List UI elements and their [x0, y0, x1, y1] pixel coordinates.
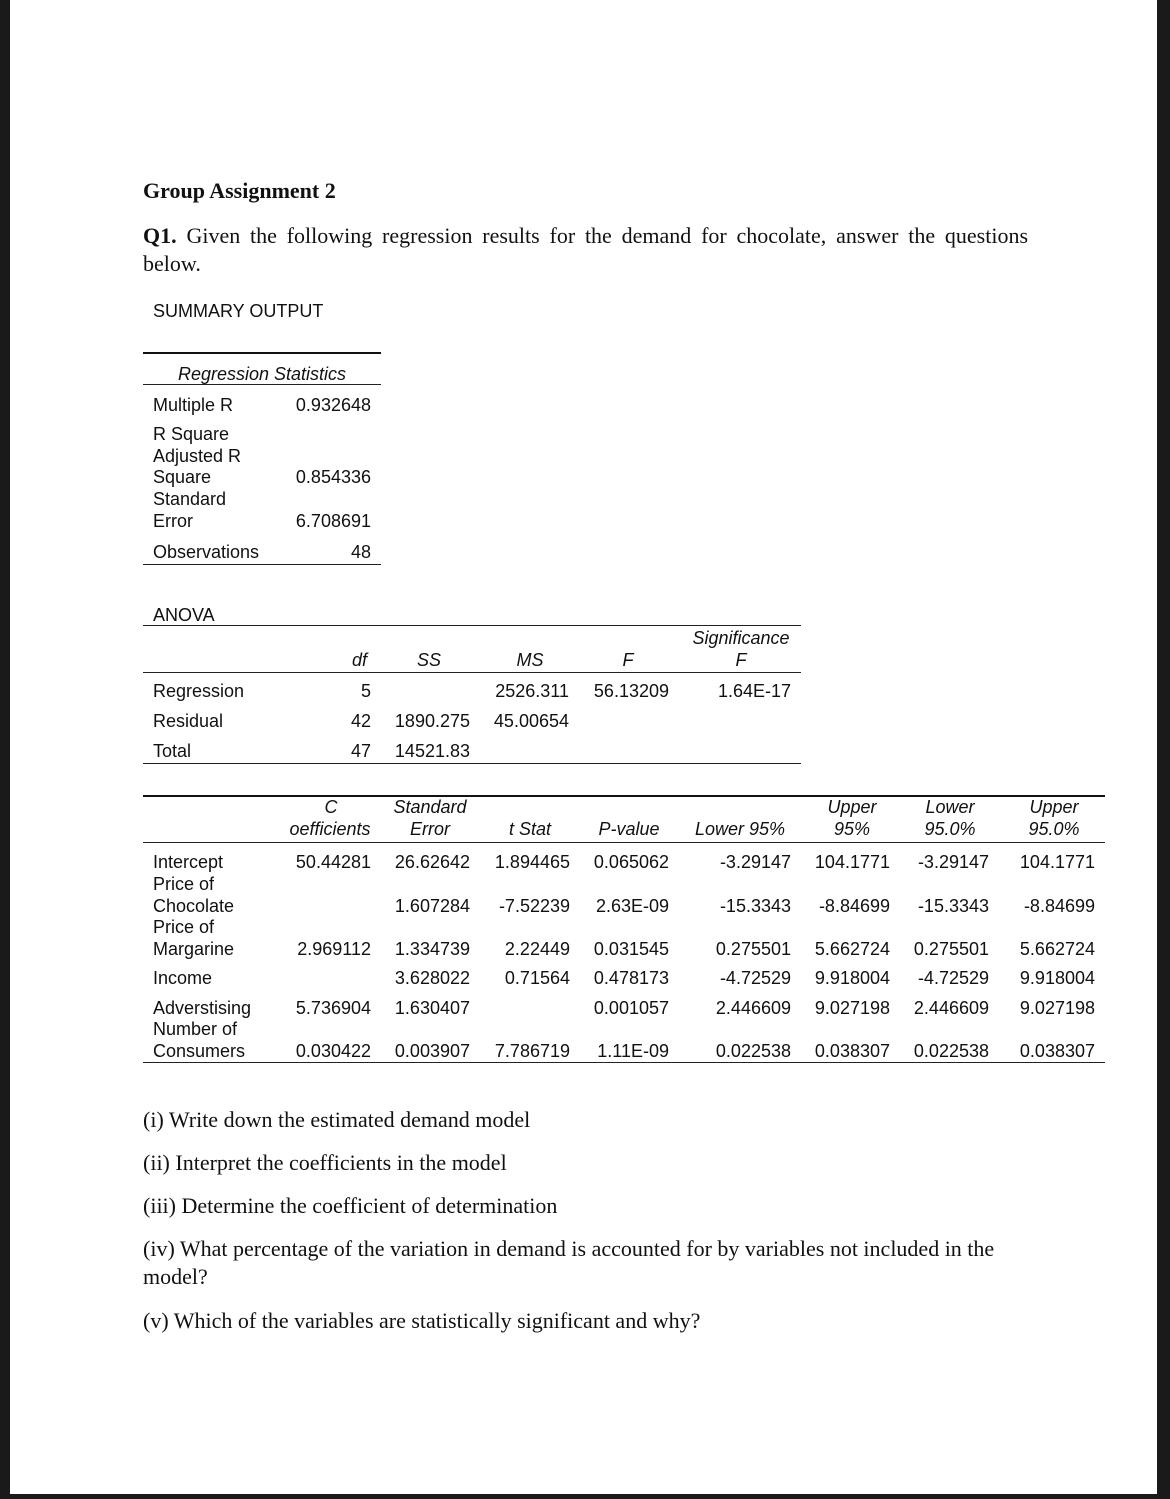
stat-label: Error [153, 511, 193, 531]
coef-cell: 1.11E-09 [597, 1041, 669, 1061]
coef-cell: 1.630407 [394, 998, 470, 1018]
coef-cell: 0.038307 [814, 1041, 890, 1061]
anova-cell: 45.00654 [493, 711, 569, 731]
coef-row-label: Number of [153, 1019, 238, 1039]
coef-cell: 0.022538 [715, 1041, 791, 1061]
anova-cell: 42 [350, 711, 371, 731]
coef-cell: 0.275501 [913, 939, 989, 959]
anova-row-label: Residual [153, 711, 224, 731]
coef-col-header: 95.0% [924, 819, 976, 839]
coef-cell: 7.786719 [494, 1041, 570, 1061]
coef-cell: 0.031545 [593, 939, 669, 959]
coef-cell: 5.662724 [814, 939, 890, 959]
coef-col-header: Lower 95% [694, 819, 786, 839]
coef-col-header: 95.0% [1028, 819, 1080, 839]
coef-cell: 0.001057 [593, 998, 669, 1018]
coef-col-header: C [324, 797, 338, 817]
coef-row-label: Income [153, 968, 213, 988]
anova-cell: 1.64E-17 [717, 681, 791, 701]
coef-cell: 104.1771 [814, 852, 890, 872]
coef-cell: -15.3343 [917, 896, 989, 916]
coef-row-label: Chocolate [153, 896, 235, 916]
stat-label: Square [153, 467, 212, 487]
stat-value: 0.932648 [295, 395, 371, 415]
question-text: Given the following regression results for the demand for chocolate, answer the questions below. [143, 223, 1029, 276]
sub-question: (v) Which of the variables are statistically significant and why? [143, 1308, 701, 1333]
coef-col-header: Upper [827, 797, 877, 817]
anova-cell: 1890.275 [394, 711, 470, 731]
coef-col-header: Lower [925, 797, 975, 817]
coef-cell: -4.72529 [917, 968, 989, 988]
coef-col-header: P-value [598, 819, 660, 839]
table-rule [143, 672, 801, 673]
coef-row-label: Consumers [153, 1041, 246, 1061]
coef-row-label: Margarine [153, 939, 235, 959]
coef-row-label: Price of [153, 917, 215, 937]
coef-row-label: Price of [153, 874, 215, 894]
coef-cell: 50.44281 [295, 852, 371, 872]
coef-cell: 9.918004 [1019, 968, 1095, 988]
coef-cell: 2.63E-09 [595, 896, 669, 916]
coef-cell: 1.334739 [394, 939, 470, 959]
coef-cell: 9.027198 [814, 998, 890, 1018]
sub-question: (ii) Interpret the coefficients in the model [143, 1150, 507, 1175]
table-rule [143, 1062, 1105, 1063]
page-title: Group Assignment 2 [143, 178, 336, 203]
coef-cell: 0.71564 [504, 968, 570, 988]
stat-label: Adjusted R [153, 446, 242, 466]
table-rule [143, 564, 381, 565]
anova-cell: 5 [360, 681, 371, 701]
anova-cell: 14521.83 [394, 741, 470, 761]
anova-row-label: Total [153, 741, 192, 761]
anova-cell: 47 [350, 741, 371, 761]
coef-row-label: Adverstising [153, 998, 252, 1018]
anova-col-header: MS [516, 650, 544, 670]
coef-cell: 1.607284 [394, 896, 470, 916]
coef-cell: 0.038307 [1019, 1041, 1095, 1061]
stat-label: Standard [153, 489, 227, 509]
stat-label: R Square [153, 424, 230, 444]
stat-value: 0.854336 [295, 467, 371, 487]
coef-cell: -4.72529 [719, 968, 791, 988]
coef-col-header: oefficients [289, 819, 371, 839]
table-rule [143, 763, 801, 764]
stat-label: Multiple R [153, 395, 234, 415]
coef-row-label: Intercept [153, 852, 224, 872]
coef-cell: 0.478173 [593, 968, 669, 988]
table-rule [143, 625, 801, 626]
coef-cell: -8.84699 [1023, 896, 1095, 916]
coef-cell: -3.29147 [719, 852, 791, 872]
sub-question: (i) Write down the estimated demand model [143, 1107, 531, 1132]
anova-col-header: F [622, 650, 634, 670]
question-label: Q1. [143, 223, 177, 248]
coef-col-header: t Stat [508, 819, 552, 839]
coef-cell: -3.29147 [917, 852, 989, 872]
anova-col-header: F [735, 650, 747, 670]
regression-statistics-heading: Regression Statistics [177, 364, 347, 384]
coef-cell: 1.894465 [494, 852, 570, 872]
table-rule [143, 352, 381, 354]
coef-cell: 26.62642 [394, 852, 470, 872]
anova-cell: 2526.311 [495, 681, 569, 701]
coef-cell: 104.1771 [1019, 852, 1095, 872]
coef-cell: 0.030422 [295, 1041, 371, 1061]
coef-cell: 2.22449 [504, 939, 570, 959]
anova-col-header: Significance [692, 628, 790, 648]
document-page [10, 0, 1157, 1494]
coef-cell: 0.022538 [913, 1041, 989, 1061]
coef-cell: 2.969112 [297, 939, 371, 959]
coef-cell: 2.446609 [913, 998, 989, 1018]
coef-col-header: Error [410, 819, 450, 839]
coef-cell: 0.003907 [394, 1041, 470, 1061]
table-rule [143, 842, 1105, 843]
coef-cell: 9.918004 [814, 968, 890, 988]
sub-question: (iv) What percentage of the variation in demand is accounted for by variables not included in the model? [143, 1236, 995, 1289]
summary-output-heading: SUMMARY OUTPUT [153, 301, 324, 321]
coef-cell: 5.662724 [1019, 939, 1095, 959]
coef-cell: -15.3343 [719, 896, 791, 916]
coef-cell: -7.52239 [498, 896, 570, 916]
question-intro [143, 222, 1028, 278]
stat-value: 48 [350, 542, 371, 562]
coef-cell: 3.628022 [394, 968, 470, 988]
sub-question: (iii) Determine the coefficient of determination [143, 1193, 558, 1218]
stat-value: 6.708691 [295, 511, 371, 531]
stat-label: Observations [153, 542, 260, 562]
anova-col-header: df [351, 650, 367, 670]
coef-cell: 0.275501 [715, 939, 791, 959]
coef-cell: 5.736904 [295, 998, 371, 1018]
anova-row-label: Regression [153, 681, 245, 701]
anova-heading: ANOVA [153, 605, 215, 625]
coef-col-header: 95% [833, 819, 871, 839]
table-rule [143, 384, 381, 385]
coef-col-header: Standard [393, 797, 467, 817]
coef-cell: -8.84699 [818, 896, 890, 916]
coef-cell: 2.446609 [715, 998, 791, 1018]
anova-col-header: SS [416, 650, 441, 670]
anova-cell: 56.13209 [593, 681, 669, 701]
coef-cell: 0.065062 [593, 852, 669, 872]
coef-col-header: Upper [1029, 797, 1079, 817]
coef-cell: 9.027198 [1019, 998, 1095, 1018]
